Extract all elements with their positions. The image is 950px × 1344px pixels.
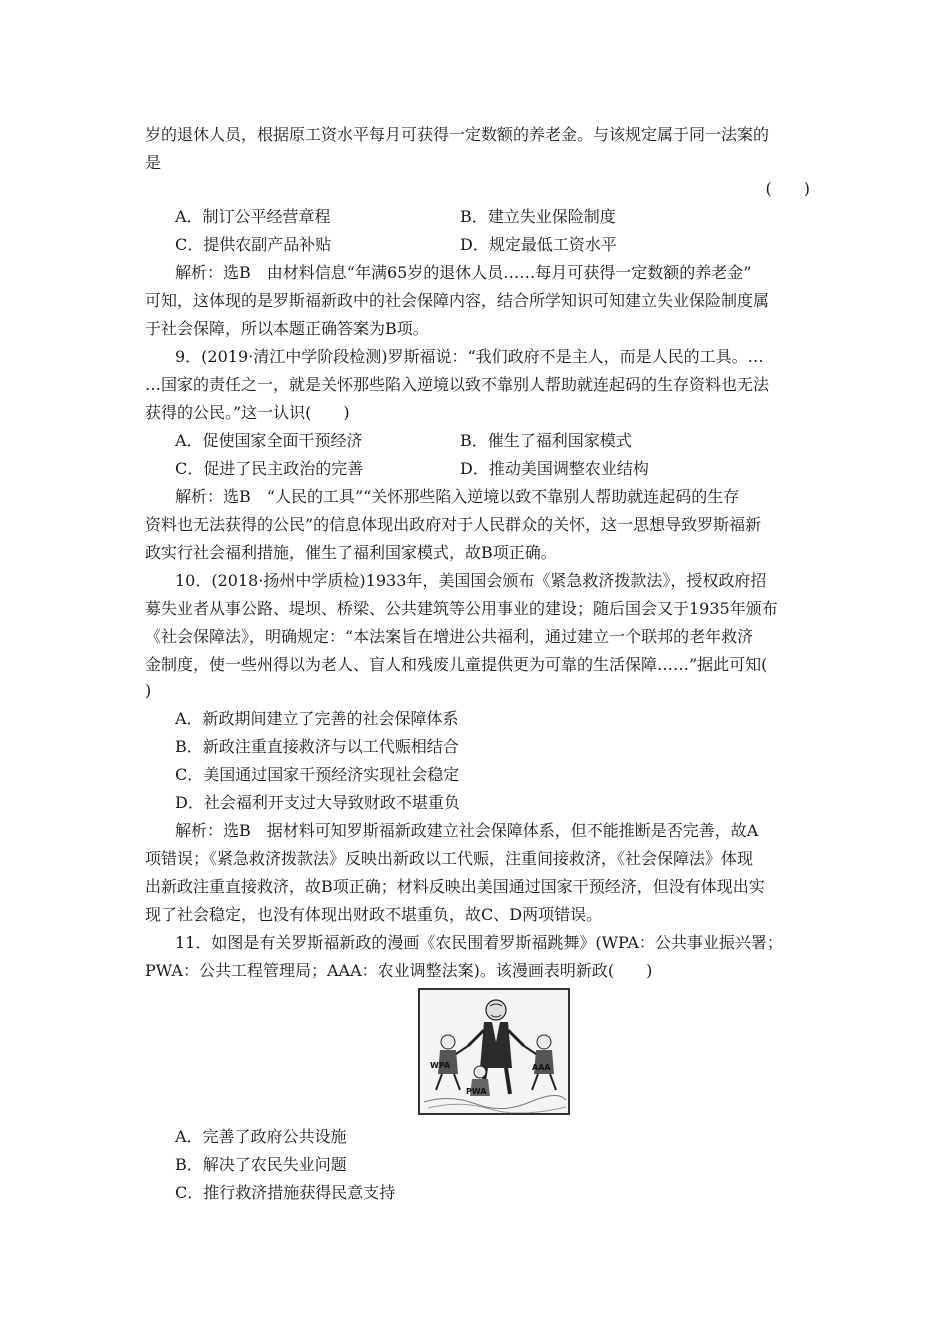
q9-analysis-line: 资料也无法获得的公民”的信息体现出政府对于人民群众的关怀，这一思想导致罗斯福新: [145, 515, 762, 534]
q10-option-c[interactable]: C．美国通过国家干预经济实现社会稳定: [175, 765, 460, 784]
q8-option-c[interactable]: C．提供农副产品补贴: [175, 235, 332, 254]
q10-analysis-line: 现了社会稳定，也没有体现出财政不堪重负，故C、D两项错误。: [145, 905, 603, 924]
q9-option-a[interactable]: A．促使国家全面干预经济: [175, 431, 363, 450]
cartoon-drawing: [420, 990, 568, 1113]
q8-stem-line: 岁的退休人员，根据原工资水平每月可获得一定数额的养老金。与该规定属于同一法案的: [145, 125, 770, 144]
q10-stem-line: 金制度，使一些州得以为老人、盲人和残废儿童提供更为可靠的生活保障……”据此可知(: [145, 655, 768, 674]
q10-stem-line: ): [145, 681, 152, 700]
pwa-label: PWA: [466, 1087, 487, 1096]
q8-option-d[interactable]: D．规定最低工资水平: [460, 235, 617, 254]
q11-stem-line: PWA：公共工程管理局；AAA：农业调整法案)。该漫画表明新政( ): [145, 961, 653, 980]
roosevelt-cartoon-image: [418, 988, 570, 1115]
wpa-label: WPA: [430, 1061, 451, 1070]
q10-stem-line: 《社会保障法》，明确规定：“本法案旨在增进公共福利，通过建立一个联邦的老年救济: [145, 627, 754, 646]
q8-option-a[interactable]: A．制订公平经营章程: [175, 207, 331, 226]
q8-analysis-line: 解析：选B 由材料信息“年满65岁的退休人员……每月可获得一定数额的养老金”: [175, 263, 752, 282]
q11-option-b[interactable]: B．解决了农民失业问题: [175, 1155, 347, 1174]
q10-stem-line: 募失业者从事公路、堤坝、桥梁、公共建筑等公用事业的建设；随后国会又于1935年颁布: [145, 599, 778, 618]
aaa-label: AAA: [532, 1063, 551, 1072]
q8-stem-line: 是: [145, 153, 162, 172]
q10-option-b[interactable]: B．新政注重直接救济与以工代赈相结合: [175, 737, 459, 756]
q8-analysis-line: 于社会保障，所以本题正确答案为B项。: [145, 319, 429, 338]
q10-option-d[interactable]: D．社会福利开支过大导致财政不堪重负: [175, 793, 460, 812]
q8-answer-bracket: ( ): [765, 179, 810, 198]
q8-analysis-line: 可知，这体现的是罗斯福新政中的社会保障内容，结合所学知识可知建立失业保险制度属: [145, 291, 770, 310]
q9-analysis-line: 政实行社会福利措施，催生了福利国家模式，故B项正确。: [145, 543, 557, 562]
q10-analysis-line: 出新政注重直接救济，故B项正确；材料反映出美国通过国家干预经济，但没有体现出实: [145, 877, 765, 896]
q10-analysis-line: 解析：选B 据材料可知罗斯福新政建立社会保障体系，但不能推断是否完善，故A: [175, 821, 759, 840]
q9-stem-line: …国家的责任之一，就是关怀那些陷入逆境以致不靠别人帮助就连起码的生存资料也无法: [145, 375, 770, 394]
q9-option-b[interactable]: B．催生了福利国家模式: [460, 431, 632, 450]
q10-stem-line: 10．(2018·扬州中学质检)1933年，美国国会颁布《紧急救济拨款法》，授权政府招: [175, 571, 767, 590]
q9-option-c[interactable]: C．促进了民主政治的完善: [175, 459, 364, 478]
q9-stem-line: 9．(2019·清江中学阶段检测)罗斯福说：“我们政府不是主人，而是人民的工具。…: [175, 347, 764, 366]
q10-analysis-line: 项错误；《紧急救济拨款法》反映出新政以工代赈，注重间接救济，《社会保障法》体现: [145, 849, 754, 868]
q10-option-a[interactable]: A．新政期间建立了完善的社会保障体系: [175, 709, 459, 728]
q11-stem-line: 11．如图是有关罗斯福新政的漫画《农民围着罗斯福跳舞》(WPA：公共事业振兴署；: [175, 933, 783, 952]
q9-option-d[interactable]: D．推动美国调整农业结构: [460, 459, 649, 478]
q11-option-a[interactable]: A．完善了政府公共设施: [175, 1127, 347, 1146]
q8-option-b[interactable]: B．建立失业保险制度: [460, 207, 616, 226]
q11-option-c[interactable]: C．推行救济措施获得民意支持: [175, 1183, 396, 1202]
q9-analysis-line: 解析：选B “人民的工具”“关怀那些陷入逆境以致不靠别人帮助就连起码的生存: [175, 487, 740, 506]
q9-stem-line: 获得的公民。”这一认识( ): [145, 403, 350, 422]
